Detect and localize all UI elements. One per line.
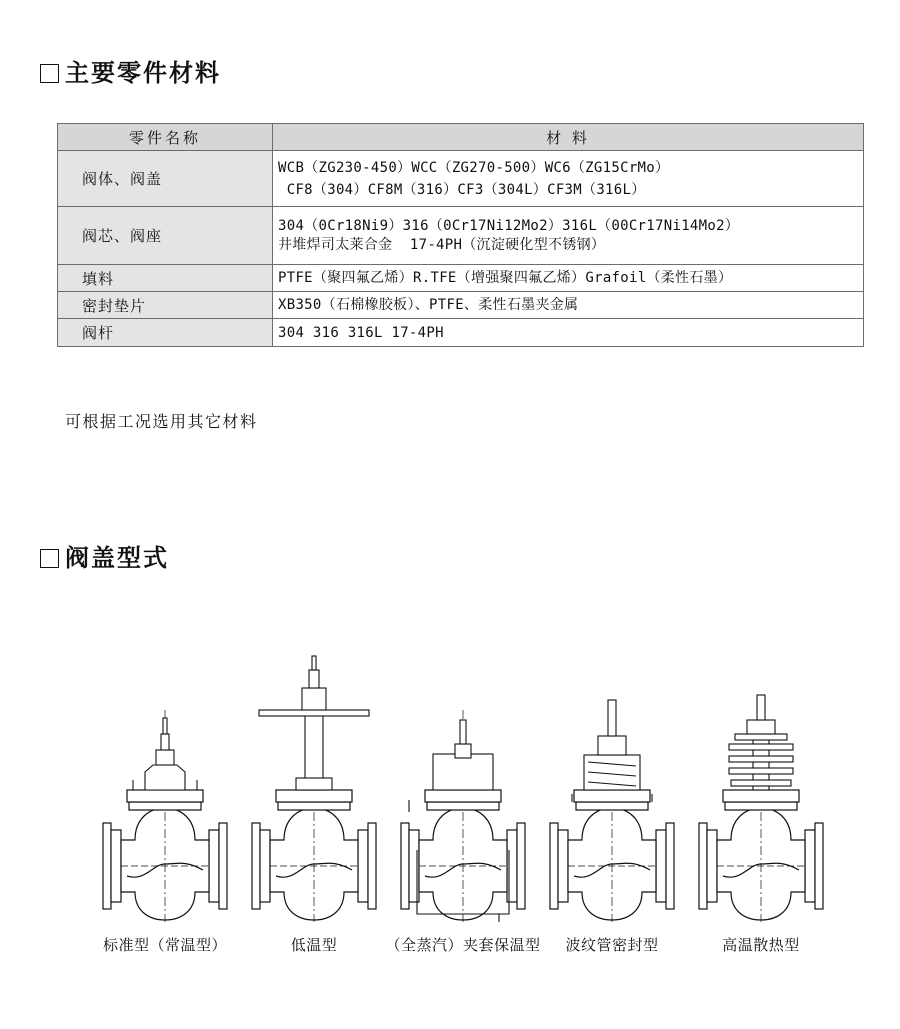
material-line: XB350（石棉橡胶板）、PTFE、柔性石墨夹金属 (278, 297, 579, 313)
standard-bonnet-valve-icon (103, 710, 227, 922)
bonnet-caption-standard: 标准型（常温型） (102, 936, 227, 954)
material-line: WCB（ZG230-450）WCC（ZG270-500）WC6（ZG15CrMo） (278, 159, 670, 176)
checkbox-square-icon (40, 549, 59, 568)
section-title-bonnet-types (40, 538, 169, 573)
jacketed-bonnet-valve-icon (401, 710, 525, 922)
table-row (58, 292, 864, 319)
material-line: CF8（304）CF8M（316）CF3（304L）CF3M（316L） (278, 181, 646, 198)
header-material: 材 料 (273, 124, 864, 151)
fin-radiator-bonnet-valve-icon (699, 695, 823, 922)
material-line: 304 316 316L 17-4PH (278, 324, 444, 341)
material-line: PTFE（聚四氟乙烯）R.TFE（增强聚四氟乙烯）Grafoil（柔性石墨） (278, 270, 733, 286)
material-cell (273, 292, 864, 319)
bonnet-caption-radiator: 高温散热型 (722, 936, 800, 954)
header-part-name: 零件名称 (58, 124, 273, 151)
materials-note: 可根据工况选用其它材料 (65, 412, 258, 431)
bonnet-types-drawing (0, 650, 900, 930)
materials-table (57, 123, 864, 347)
table-row (58, 265, 864, 292)
material-line: 304（0Cr18Ni9）316（0Cr17Ni12Mo2）316L（00Cr17Ni14Mo2） (278, 217, 740, 234)
table-row (58, 319, 864, 347)
part-name-cell: 填料 (58, 265, 273, 292)
table-row (58, 151, 864, 207)
table-row (58, 207, 864, 265)
part-name-cell: 密封垫片 (58, 292, 273, 319)
material-cell (273, 151, 864, 207)
section-title-text: 主要零件材料 (65, 59, 221, 87)
table-header-row (58, 124, 864, 151)
checkbox-square-icon (40, 64, 59, 83)
part-name-cell: 阀体、阀盖 (58, 151, 273, 207)
bonnet-caption-jacketed: （全蒸汽）夹套保温型 (385, 936, 541, 954)
bonnet-caption-bellows: 波纹管密封型 (565, 936, 659, 954)
section-title-materials (40, 53, 221, 88)
part-name-cell: 阀杆 (58, 319, 273, 347)
bellows-seal-bonnet-valve-icon (550, 700, 674, 922)
cryogenic-bonnet-valve-icon (252, 656, 376, 922)
material-cell (273, 319, 864, 347)
section-title-text: 阀盖型式 (65, 544, 169, 572)
material-line: 井堆焊司太莱合金 17-4PH（沉淀硬化型不锈钢） (278, 236, 606, 253)
material-cell (273, 207, 864, 265)
material-cell (273, 265, 864, 292)
bonnet-caption-cryogenic: 低温型 (290, 936, 338, 954)
part-name-cell: 阀芯、阀座 (58, 207, 273, 265)
